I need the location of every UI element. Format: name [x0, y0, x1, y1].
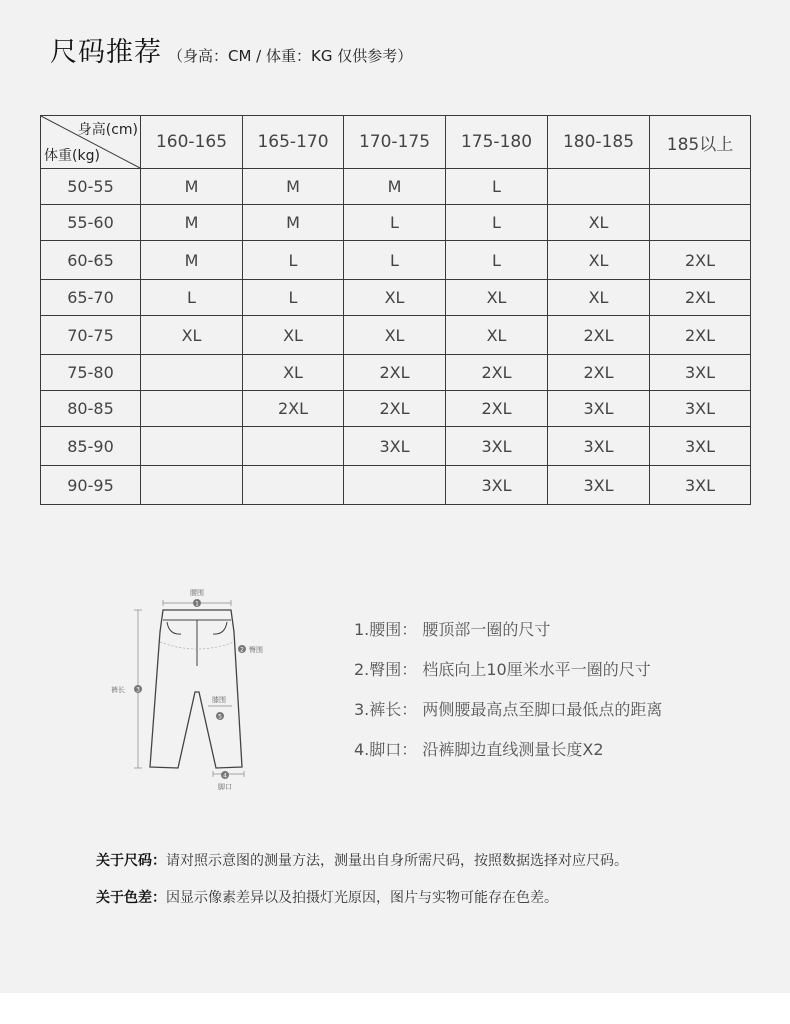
hip-label: 臀围 [249, 646, 263, 654]
size-cell [344, 466, 446, 505]
size-cell: XL [344, 316, 446, 355]
size-cell: 3XL [548, 391, 650, 427]
length-number: 3 [136, 686, 140, 694]
table-row [41, 316, 751, 355]
hem-label: 脚口 [218, 783, 232, 791]
size-cell: 2XL [344, 391, 446, 427]
column-header: 175-180 [446, 116, 548, 169]
size-cell [243, 466, 344, 505]
size-cell: 2XL [548, 316, 650, 355]
size-chart-table [40, 115, 751, 505]
size-cell: L [344, 205, 446, 241]
footer-size-note [96, 850, 628, 870]
row-weight-label: 65-70 [41, 280, 141, 316]
size-cell: 2XL [650, 241, 751, 280]
column-header: 185以上 [650, 116, 751, 169]
size-cell: L [446, 169, 548, 205]
knee-number: 5 [218, 713, 222, 721]
size-cell [141, 466, 243, 505]
size-cell: XL [141, 316, 243, 355]
footer-color-text: 因显示像素差异以及拍摄灯光原因，图片与实物可能存在色差。 [166, 890, 558, 906]
size-cell: 3XL [344, 427, 446, 466]
size-cell: 2XL [650, 316, 751, 355]
hem-number: 4 [223, 772, 227, 780]
size-cell: 3XL [548, 466, 650, 505]
title-subtitle: （身高：CM / 体重：KG 仅供参考） [168, 47, 413, 65]
corner-height-label: 身高(cm) [77, 122, 138, 138]
page-title [50, 30, 412, 69]
waist-number: 1 [195, 600, 199, 608]
size-cell: 2XL [548, 355, 650, 391]
footer-size-text: 请对照示意图的测量方法，测量出自身所需尺码，按照数据选择对应尺码。 [166, 853, 628, 869]
size-cell: XL [548, 205, 650, 241]
table-corner-cell [41, 116, 141, 169]
note-length: 3.裤长： 两侧腰最高点至脚口最低点的距离 [354, 700, 663, 719]
size-cell: 3XL [650, 355, 751, 391]
size-cell: XL [243, 355, 344, 391]
size-cell: XL [548, 241, 650, 280]
size-cell: L [141, 280, 243, 316]
footer-size-label: 关于尺码： [96, 853, 166, 869]
size-cell: 3XL [650, 427, 751, 466]
size-cell: XL [243, 316, 344, 355]
size-cell: 2XL [446, 355, 548, 391]
pants-measurement-diagram [105, 582, 285, 797]
table-row [41, 427, 751, 466]
pants-outline [150, 610, 242, 768]
table-row [41, 169, 751, 205]
size-cell: L [446, 205, 548, 241]
size-cell [141, 355, 243, 391]
row-weight-label: 55-60 [41, 205, 141, 241]
pants-illustration [105, 582, 285, 797]
size-cell [243, 427, 344, 466]
size-cell: M [141, 241, 243, 280]
size-cell: 3XL [650, 391, 751, 427]
corner-weight-label: 体重(kg) [44, 148, 100, 164]
row-weight-label: 85-90 [41, 427, 141, 466]
size-cell: XL [446, 280, 548, 316]
table-row [41, 205, 751, 241]
size-cell: 3XL [650, 466, 751, 505]
column-header: 170-175 [344, 116, 446, 169]
table-header-row [41, 116, 751, 169]
size-cell: M [243, 169, 344, 205]
table-row [41, 355, 751, 391]
size-cell [650, 169, 751, 205]
size-cell: M [243, 205, 344, 241]
knee-label: 膝围 [212, 696, 226, 704]
size-cell [548, 169, 650, 205]
note-waist: 1.腰围： 腰顶部一圈的尺寸 [354, 620, 551, 639]
size-cell: M [141, 169, 243, 205]
table-row [41, 280, 751, 316]
size-cell: M [141, 205, 243, 241]
row-weight-label: 50-55 [41, 169, 141, 205]
row-weight-label: 70-75 [41, 316, 141, 355]
size-cell [141, 391, 243, 427]
size-cell: XL [344, 280, 446, 316]
footer-color-note [96, 887, 558, 907]
row-weight-label: 75-80 [41, 355, 141, 391]
table-row [41, 241, 751, 280]
left-pocket [167, 622, 181, 634]
row-weight-label: 60-65 [41, 241, 141, 280]
footer-color-label: 关于色差： [96, 890, 166, 906]
measurement-notes [354, 618, 662, 778]
column-header: 160-165 [141, 116, 243, 169]
size-cell: 2XL [243, 391, 344, 427]
length-label: 裤长 [111, 686, 125, 694]
size-cell: XL [446, 316, 548, 355]
right-pocket [213, 622, 227, 634]
hip-number: 2 [240, 646, 244, 654]
row-weight-label: 90-95 [41, 466, 141, 505]
size-cell: 3XL [446, 466, 548, 505]
size-cell: 3XL [548, 427, 650, 466]
size-cell [650, 205, 751, 241]
size-cell: XL [548, 280, 650, 316]
size-cell: L [243, 280, 344, 316]
size-cell: 3XL [446, 427, 548, 466]
column-header: 165-170 [243, 116, 344, 169]
table-row [41, 391, 751, 427]
size-cell: 2XL [446, 391, 548, 427]
note-hem: 4.脚口： 沿裤脚边直线测量长度X2 [354, 740, 604, 759]
size-cell: 2XL [650, 280, 751, 316]
table-row [41, 466, 751, 505]
size-cell: L [446, 241, 548, 280]
waist-label: 腰围 [190, 589, 204, 597]
size-cell: M [344, 169, 446, 205]
size-cell: L [344, 241, 446, 280]
note-hip: 2.臀围： 档底向上10厘米水平一圈的尺寸 [354, 660, 651, 679]
title-main: 尺码推荐 [50, 37, 162, 68]
size-cell [141, 427, 243, 466]
column-header: 180-185 [548, 116, 650, 169]
row-weight-label: 80-85 [41, 391, 141, 427]
size-cell: 2XL [344, 355, 446, 391]
size-cell: L [243, 241, 344, 280]
